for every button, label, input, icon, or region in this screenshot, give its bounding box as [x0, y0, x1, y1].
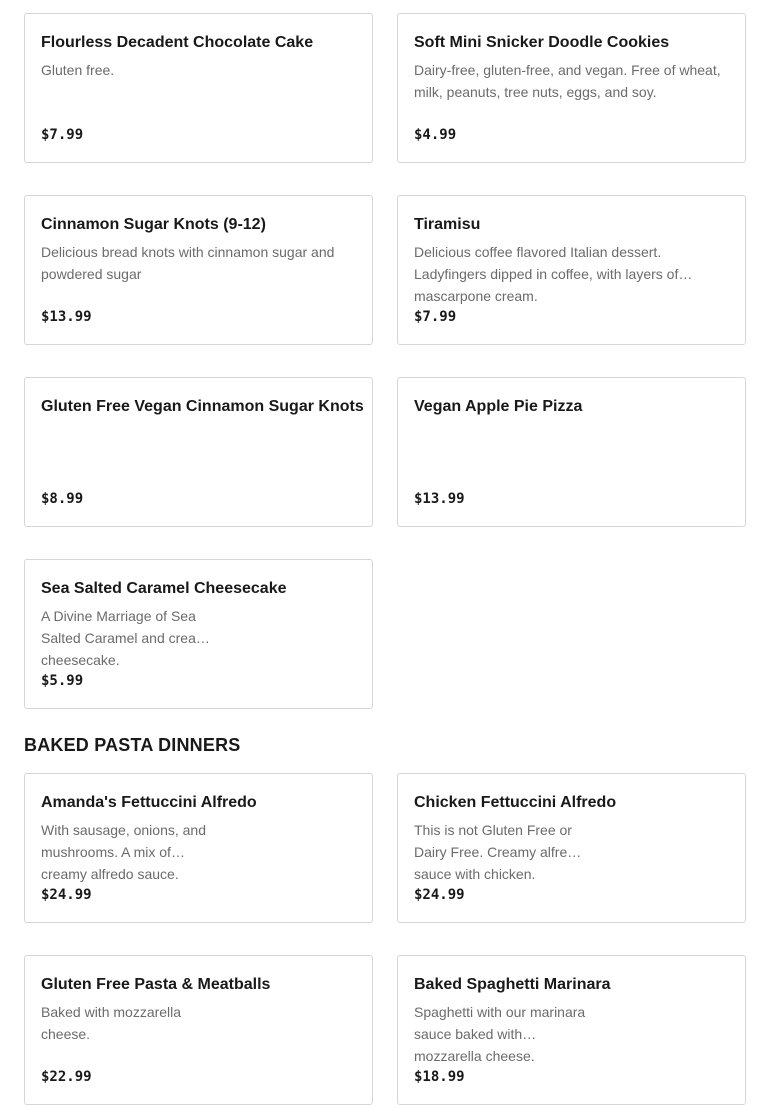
menu-item-card[interactable] — [24, 195, 373, 345]
menu-item-name: Baked Spaghetti Marinara — [414, 976, 611, 993]
dessert-items-grid — [24, 13, 746, 709]
menu-item-card[interactable] — [24, 773, 373, 923]
menu-item-name: Sea Salted Caramel Cheesecake — [41, 580, 287, 597]
menu-item-description: Delicious coffee flavored Italian dessert. Ladyfingers dipped in coffee, with layers of mascarpone cream. — [414, 244, 679, 304]
section-heading: BAKED PASTA DINNERS — [24, 735, 241, 755]
menu-item-price: $7.99 — [414, 309, 457, 325]
menu-item-card[interactable] — [397, 195, 746, 345]
menu-item-name: Amanda's Fettuccini Alfredo — [41, 794, 257, 811]
menu-item-card[interactable] — [397, 773, 746, 923]
menu-item-description: Spaghetti with our marinara sauce baked with mozzarella cheese. — [414, 1004, 586, 1064]
menu-item-price: $24.99 — [41, 887, 92, 903]
menu-item-price: $24.99 — [414, 887, 465, 903]
menu-item-price: $22.99 — [41, 1069, 92, 1085]
menu-item-price: $4.99 — [414, 127, 457, 143]
menu-item-description: Delicious bread knots with cinnamon sugar and powdered sugar — [41, 244, 335, 282]
menu-item-price: $5.99 — [41, 673, 84, 689]
menu-item-name: Chicken Fettuccini Alfredo — [414, 794, 617, 811]
menu-item-name: Gluten Free Pasta & Meatballs — [41, 976, 271, 993]
menu-item-description: With sausage, onions, and mushrooms. A mix of creamy alfredo sauce. — [41, 822, 206, 882]
menu-item-card[interactable] — [397, 13, 746, 163]
menu-item-name: Cinnamon Sugar Knots (9-12) — [41, 216, 266, 233]
menu-item-description: Dairy-free, gluten-free, and vegan. Free of wheat, milk, peanuts, tree nuts, eggs, and soy. — [414, 62, 721, 100]
menu-item-price: $8.99 — [41, 491, 84, 507]
menu-item-card[interactable] — [24, 377, 373, 527]
menu-item-card[interactable] — [397, 955, 746, 1105]
menu-item-price: $7.99 — [41, 127, 84, 143]
menu-item-name: Vegan Apple Pie Pizza — [414, 398, 583, 415]
menu-item-card[interactable] — [24, 955, 373, 1105]
menu-item-price: $18.99 — [414, 1069, 465, 1085]
menu-item-card[interactable] — [24, 559, 373, 709]
menu-item-description: Gluten free. — [41, 62, 115, 78]
menu-item-description: A Divine Marriage of Sea Salted Caramel and creamy cheesecake. — [41, 608, 215, 668]
menu-item-name: Gluten Free Vegan Cinnamon Sugar Knots — [41, 398, 364, 415]
menu-item-description: This is not Gluten Free or Dairy Free. Creamy alfredo sauce with chicken. — [414, 822, 583, 882]
menu-item-price: $13.99 — [414, 491, 465, 507]
menu-item-card[interactable] — [397, 377, 746, 527]
menu-item-name: Soft Mini Snicker Doodle Cookies — [414, 34, 670, 51]
menu-item-card[interactable] — [24, 13, 373, 163]
menu-item-description: Baked with mozzarella cheese. — [41, 1004, 182, 1042]
menu-item-price: $13.99 — [41, 309, 92, 325]
pasta-items-grid — [24, 773, 746, 1105]
menu-item-name: Flourless Decadent Chocolate Cake — [41, 34, 314, 51]
menu-item-name: Tiramisu — [414, 216, 481, 233]
